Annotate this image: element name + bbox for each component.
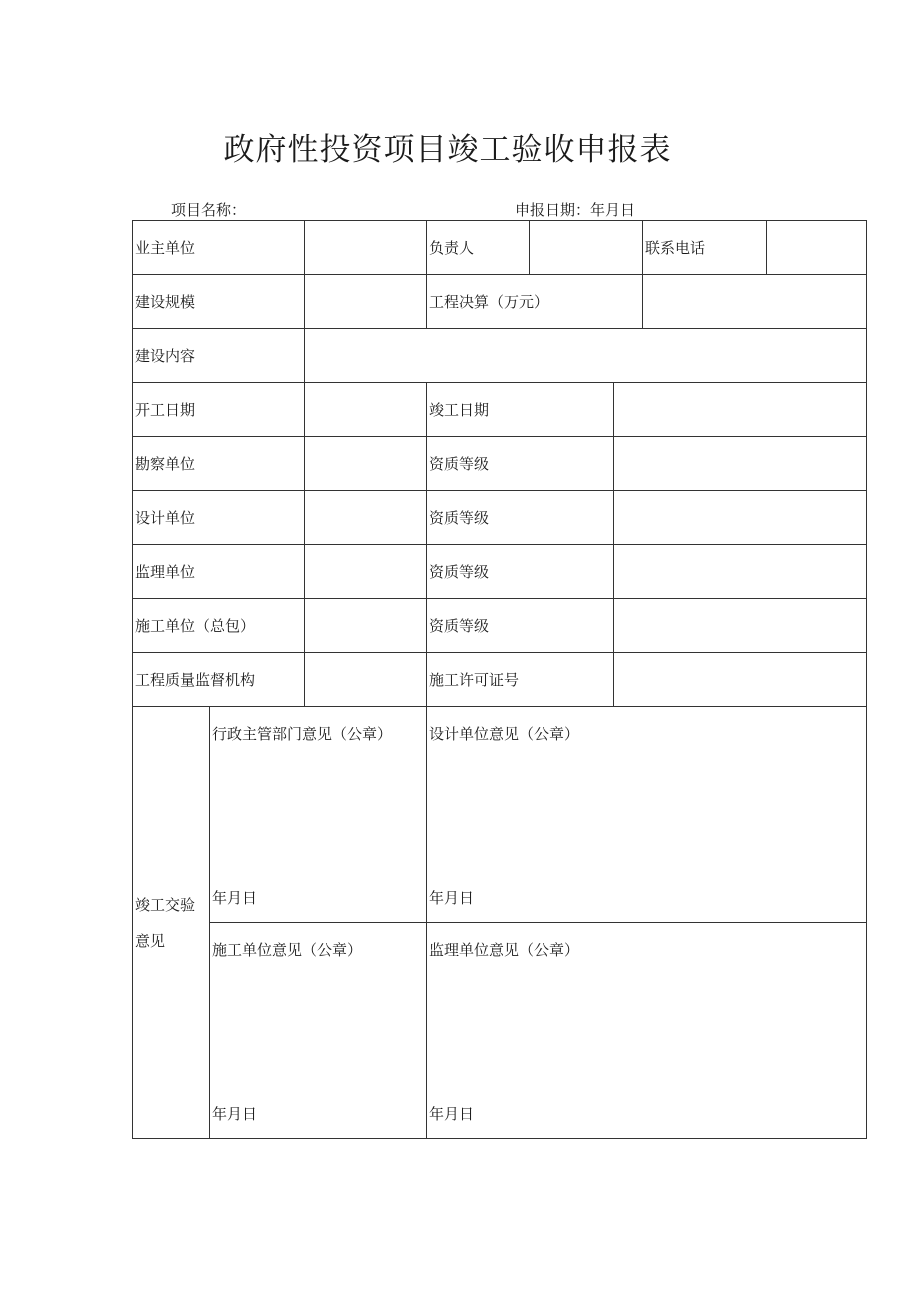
label-contractor-unit: 施工单位（总包） — [133, 599, 305, 653]
table-row — [133, 545, 867, 599]
label-person-in-charge: 负责人 — [427, 221, 530, 275]
label-start-date: 开工日期 — [133, 383, 305, 437]
label-design-unit: 设计单位 — [133, 491, 305, 545]
label-survey-unit: 勘察单位 — [133, 437, 305, 491]
input-owner-unit[interactable] — [305, 221, 427, 275]
input-design-unit[interactable] — [305, 491, 427, 545]
input-quality-agency[interactable] — [305, 653, 427, 707]
label-construction-scale: 建设规模 — [133, 275, 305, 329]
input-start-date[interactable] — [305, 383, 427, 437]
input-contractor-qualification[interactable] — [614, 599, 867, 653]
completion-opinion-line2: 意见 — [135, 931, 166, 950]
input-person-in-charge[interactable] — [530, 221, 643, 275]
label-qualification-grade: 资质等级 — [427, 599, 614, 653]
table-row — [133, 599, 867, 653]
contractor-opinion-cell[interactable] — [210, 923, 427, 1139]
design-unit-date-label: 年月日 — [429, 889, 475, 907]
contractor-opinion-label: 施工单位意见（公章） — [212, 941, 363, 959]
design-unit-opinion-cell[interactable] — [427, 707, 867, 923]
contractor-date-label: 年月日 — [212, 1105, 258, 1123]
table-row — [133, 491, 867, 545]
input-supervision-unit[interactable] — [305, 545, 427, 599]
page-title: 政府性投资项目竣工验收申报表 — [223, 132, 672, 168]
table-row — [133, 383, 867, 437]
table-row — [133, 221, 867, 275]
label-completion-date: 竣工日期 — [427, 383, 614, 437]
input-construction-content[interactable] — [305, 329, 867, 383]
supervision-date-label: 年月日 — [429, 1105, 475, 1123]
table-row — [133, 329, 867, 383]
label-supervision-unit: 监理单位 — [133, 545, 305, 599]
table-row — [133, 653, 867, 707]
admin-dept-opinion-cell[interactable] — [210, 707, 427, 923]
input-survey-qualification[interactable] — [614, 437, 867, 491]
label-construction-content: 建设内容 — [133, 329, 305, 383]
report-date-label: 申报日期：年月日 — [515, 201, 636, 219]
label-permit-number: 施工许可证号 — [427, 653, 614, 707]
table-row — [133, 923, 867, 1139]
label-qualification-grade: 资质等级 — [427, 437, 614, 491]
table-row — [133, 437, 867, 491]
completion-opinion-line1: 竣工交验 — [135, 895, 196, 914]
input-contractor-unit[interactable] — [305, 599, 427, 653]
project-name-label: 项目名称： — [171, 201, 247, 219]
label-qualification-grade: 资质等级 — [427, 491, 614, 545]
label-owner-unit: 业主单位 — [133, 221, 305, 275]
admin-dept-date-label: 年月日 — [212, 889, 258, 907]
label-quality-agency: 工程质量监督机构 — [133, 653, 305, 707]
supervision-opinion-label: 监理单位意见（公章） — [429, 941, 580, 959]
label-final-accounts: 工程决算（万元） — [427, 275, 643, 329]
input-contact-phone[interactable] — [767, 221, 867, 275]
table-row — [133, 275, 867, 329]
input-design-qualification[interactable] — [614, 491, 867, 545]
input-survey-unit[interactable] — [305, 437, 427, 491]
input-supervision-qualification[interactable] — [614, 545, 867, 599]
input-completion-date[interactable] — [614, 383, 867, 437]
input-permit-number[interactable] — [614, 653, 867, 707]
label-contact-phone: 联系电话 — [643, 221, 767, 275]
label-qualification-grade: 资质等级 — [427, 545, 614, 599]
design-unit-opinion-label: 设计单位意见（公章） — [429, 725, 580, 743]
input-construction-scale[interactable] — [305, 275, 427, 329]
application-form-table — [132, 220, 867, 1139]
supervision-opinion-cell[interactable] — [427, 923, 867, 1139]
input-final-accounts[interactable] — [643, 275, 867, 329]
table-row — [133, 707, 867, 923]
admin-dept-opinion-label: 行政主管部门意见（公章） — [212, 725, 393, 743]
completion-opinion-label — [133, 707, 210, 1139]
